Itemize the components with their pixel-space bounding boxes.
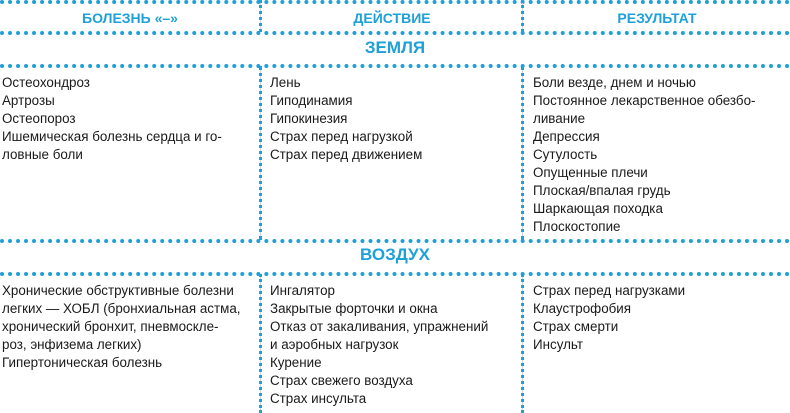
list-item: Страх свежего воздуха <box>270 373 413 388</box>
list-item: Боли везде, днем и ночью <box>533 75 696 90</box>
header-action: ДЕЙСТВИЕ <box>353 10 431 26</box>
list-item: Депрессия <box>533 129 600 144</box>
column-divider <box>521 0 524 32</box>
list-item: Ингалятор <box>270 283 335 298</box>
list-item: Хронические обструктивные болезни <box>2 283 234 298</box>
list-item: Опущенные плечи <box>533 165 648 180</box>
list-item: ливание <box>533 111 586 126</box>
list-item: Остеохондроз <box>2 75 90 90</box>
earth-action-cell <box>270 74 422 164</box>
divider <box>0 64 790 68</box>
list-item: Закрытые форточки и окна <box>270 301 438 316</box>
list-item: Клаустрофобия <box>533 301 632 316</box>
section-title-air: ВОЗДУХ <box>360 245 430 264</box>
divider <box>0 239 790 243</box>
list-item: Страх инсульта <box>270 391 367 406</box>
list-item: Плоская/впалая грудь <box>533 183 671 198</box>
column-divider <box>259 66 262 240</box>
list-item: Гиподинамия <box>270 93 353 108</box>
list-item: ловные боли <box>2 147 83 162</box>
list-item: Сутулость <box>533 147 598 162</box>
header-result: РЕЗУЛЬТАТ <box>617 10 697 26</box>
list-item: Плоскостопие <box>533 219 621 234</box>
earth-disease-cell <box>2 74 222 164</box>
list-item: Гипертоническая болезнь <box>2 355 163 370</box>
air-action-cell <box>270 282 488 408</box>
section-title-earth: ЗЕМЛЯ <box>364 38 426 57</box>
list-item: Артрозы <box>2 93 55 108</box>
list-item: Отказ от закаливания, упражнений <box>270 319 489 334</box>
list-item: Страх перед движением <box>270 147 423 162</box>
divider <box>0 272 790 276</box>
list-item: Курение <box>270 355 322 370</box>
column-divider <box>259 0 262 32</box>
list-item: Гипокинезия <box>270 111 348 126</box>
list-item: Остеопороз <box>2 111 76 126</box>
list-item: роз, энфизема легких) <box>2 337 142 352</box>
list-item: Ишемическая болезнь сердца и го- <box>2 129 222 144</box>
list-item: Страх смерти <box>533 319 619 334</box>
air-result-cell <box>533 282 685 354</box>
list-item: Лень <box>270 75 301 90</box>
list-item: Страх перед нагрузкой <box>270 129 413 144</box>
list-item: хронический бронхит, пневмоскле- <box>2 319 219 334</box>
list-item: Шаркающая походка <box>533 201 663 216</box>
header-disease: БОЛЕЗНЬ «–» <box>82 10 178 26</box>
list-item: Постоянное лекарственное обезбо- <box>533 93 756 108</box>
column-divider <box>521 66 524 240</box>
air-disease-cell <box>2 282 241 372</box>
column-divider <box>521 274 524 413</box>
earth-result-cell <box>533 74 756 236</box>
list-item: Инсульт <box>533 337 583 352</box>
column-divider <box>259 274 262 413</box>
divider <box>0 31 790 35</box>
list-item: Страх перед нагрузками <box>533 283 686 298</box>
list-item: и аэробных нагрузок <box>270 337 399 352</box>
list-item: легких — ХОБЛ (бронхиальная астма, <box>2 301 241 316</box>
